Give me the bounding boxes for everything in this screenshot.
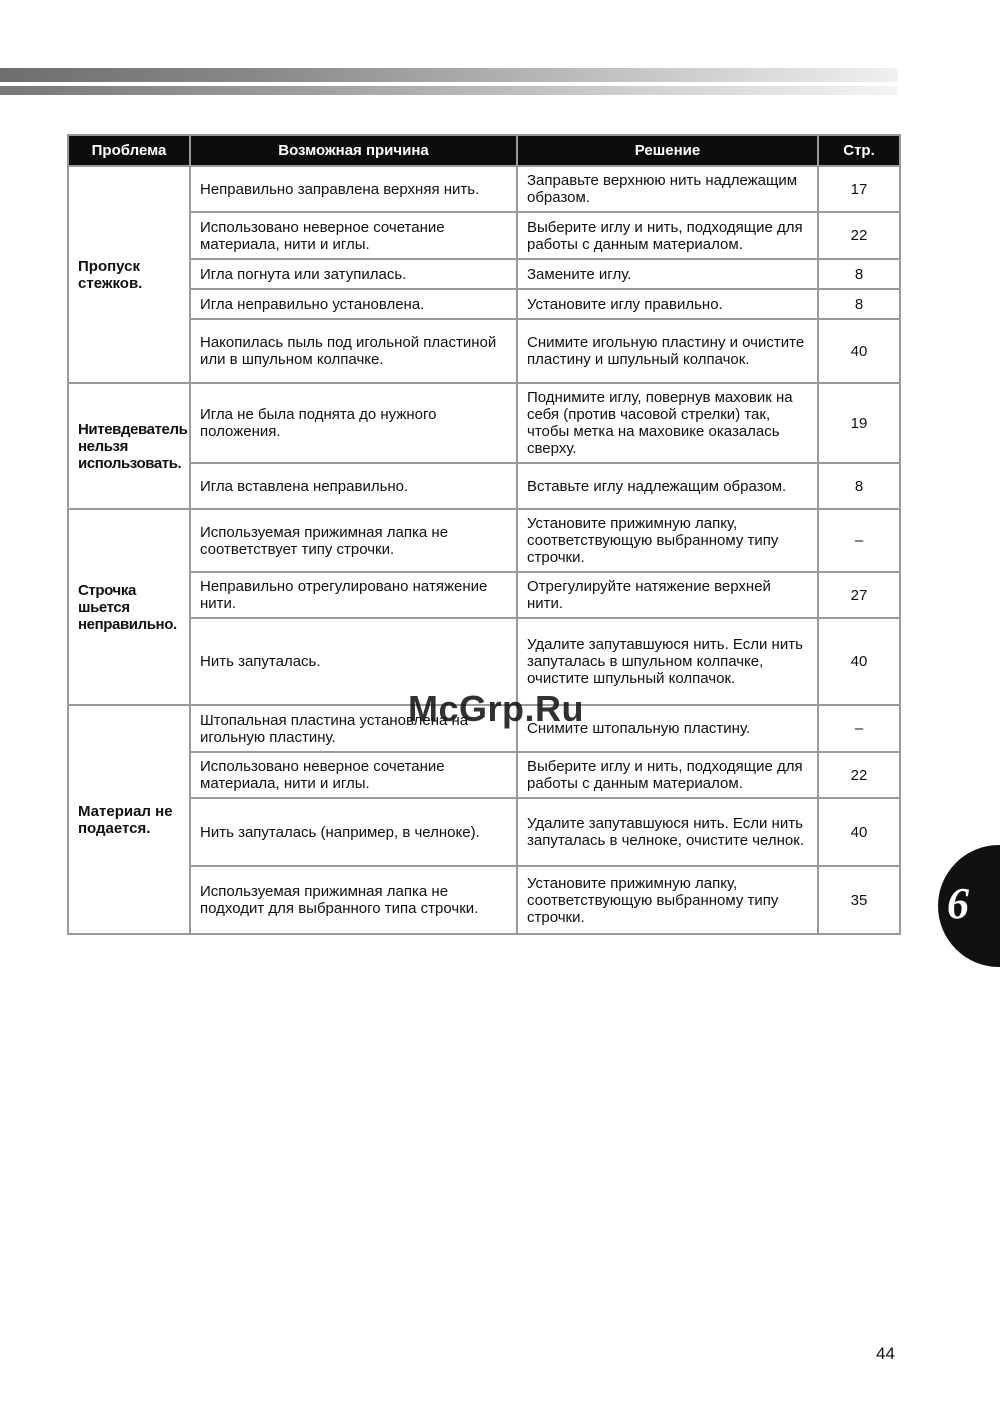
header-solution: Решение bbox=[517, 135, 818, 166]
cause-cell: Неправильно заправлена верхняя нить. bbox=[190, 166, 517, 212]
solution-cell: Установите прижимную лапку, соответствующую выбранному типу строчки. bbox=[517, 866, 818, 934]
table-row bbox=[68, 463, 900, 509]
page-cell: 17 bbox=[818, 166, 900, 212]
problem-cell: Нитевдеватель нельзя использовать. bbox=[68, 383, 190, 509]
problem-cell: Пропуск стежков. bbox=[68, 166, 190, 383]
cause-cell: Использовано неверное сочетание материала, нити и иглы. bbox=[190, 212, 517, 259]
table-row bbox=[68, 866, 900, 934]
solution-cell: Вставьте иглу надлежащим образом. bbox=[517, 463, 818, 509]
solution-cell: Установите прижимную лапку, соответствующую выбранному типу строчки. bbox=[517, 509, 818, 572]
table-row bbox=[68, 166, 900, 212]
cause-cell: Нить запуталась. bbox=[190, 618, 517, 705]
page-cell: 19 bbox=[818, 383, 900, 463]
cause-cell: Игла неправильно установлена. bbox=[190, 289, 517, 319]
cause-cell: Используемая прижимная лапка не подходит для выбранного типа строчки. bbox=[190, 866, 517, 934]
header-page: Стр. bbox=[818, 135, 900, 166]
page-cell: – bbox=[818, 509, 900, 572]
header-problem: Проблема bbox=[68, 135, 190, 166]
cause-cell: Используемая прижимная лапка не соответствует типу строчки. bbox=[190, 509, 517, 572]
header-cause: Возможная причина bbox=[190, 135, 517, 166]
solution-cell: Отрегулируйте натяжение верхней нити. bbox=[517, 572, 818, 618]
page-cell: 40 bbox=[818, 319, 900, 383]
page-cell: – bbox=[818, 705, 900, 752]
cause-cell: Накопилась пыль под игольной пластиной или в шпульном колпачке. bbox=[190, 319, 517, 383]
troubleshooting-table bbox=[67, 134, 901, 935]
cause-cell: Нить запуталась (например, в челноке). bbox=[190, 798, 517, 866]
page-number: 44 bbox=[876, 1344, 895, 1363]
solution-cell: Заправьте верхнюю нить надлежащим образом. bbox=[517, 166, 818, 212]
page-cell: 22 bbox=[818, 752, 900, 798]
page-cell: 27 bbox=[818, 572, 900, 618]
table-row bbox=[68, 212, 900, 259]
cause-cell: Игла погнута или затупилась. bbox=[190, 259, 517, 289]
page-cell: 8 bbox=[818, 463, 900, 509]
solution-cell: Замените иглу. bbox=[517, 259, 818, 289]
page-cell: 22 bbox=[818, 212, 900, 259]
table-row bbox=[68, 289, 900, 319]
table-row bbox=[68, 752, 900, 798]
page-cell: 40 bbox=[818, 798, 900, 866]
page-cell: 8 bbox=[818, 289, 900, 319]
cause-cell: Неправильно отрегулировано натяжение нити. bbox=[190, 572, 517, 618]
table-row bbox=[68, 572, 900, 618]
cause-cell: Использовано неверное сочетание материала, нити и иглы. bbox=[190, 752, 517, 798]
cause-cell: Игла не была поднята до нужного положения. bbox=[190, 383, 517, 463]
problem-cell: Строчка шьется неправильно. bbox=[68, 509, 190, 705]
cause-cell: Игла вставлена неправильно. bbox=[190, 463, 517, 509]
table-row bbox=[68, 259, 900, 289]
chapter-number: 6 bbox=[947, 879, 969, 928]
solution-cell: Выберите иглу и нить, подходящие для работы с данным материалом. bbox=[517, 752, 818, 798]
cause-cell: Штопальная пластина установлена на игольную пластину. bbox=[190, 705, 517, 752]
header-stripe-top bbox=[0, 68, 898, 82]
table-row bbox=[68, 383, 900, 463]
solution-cell: Снимите штопальную пластину. bbox=[517, 705, 818, 752]
solution-cell: Удалите запутавшуюся нить. Если нить запуталась в шпульном колпачке, очистите шпульный колпачок. bbox=[517, 618, 818, 705]
problem-cell: Материал не подается. bbox=[68, 705, 190, 934]
page-cell: 35 bbox=[818, 866, 900, 934]
solution-cell: Удалите запутавшуюся нить. Если нить запуталась в челноке, очистите челнок. bbox=[517, 798, 818, 866]
header-stripe-bottom bbox=[0, 86, 898, 95]
watermark: McGrp.Ru bbox=[408, 688, 585, 729]
solution-cell: Снимите игольную пластину и очистите пластину и шпульный колпачок. bbox=[517, 319, 818, 383]
solution-cell: Поднимите иглу, повернув маховик на себя (против часовой стрелки) так, чтобы метка на маховике оказалась сверху. bbox=[517, 383, 818, 463]
solution-cell: Установите иглу правильно. bbox=[517, 289, 818, 319]
table-row bbox=[68, 798, 900, 866]
table-row bbox=[68, 319, 900, 383]
solution-cell: Выберите иглу и нить, подходящие для работы с данным материалом. bbox=[517, 212, 818, 259]
table-header-row bbox=[68, 135, 900, 166]
page-cell: 40 bbox=[818, 618, 900, 705]
table-row bbox=[68, 509, 900, 572]
page-cell: 8 bbox=[818, 259, 900, 289]
